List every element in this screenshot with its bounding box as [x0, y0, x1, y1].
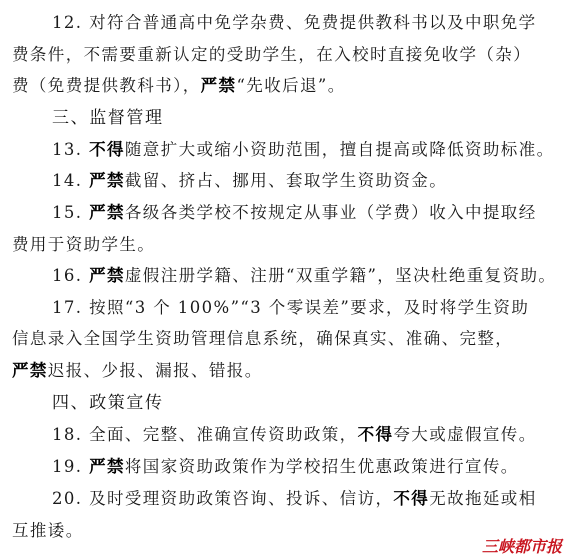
text-segment: 19.	[52, 457, 90, 476]
emphasis-text: 不得	[89, 140, 125, 159]
text-line	[0, 261, 568, 291]
emphasis-text: 严禁	[89, 457, 125, 476]
text-line	[0, 356, 568, 386]
text-line	[0, 198, 568, 228]
text-segment: 四、政策宣传	[52, 393, 164, 413]
text-line	[0, 8, 568, 38]
text-segment: 13.	[52, 140, 90, 159]
emphasis-text: 严禁	[89, 266, 125, 285]
text-segment: 三、监督管理	[52, 108, 164, 128]
watermark-logo: 三峡都市报	[481, 537, 562, 556]
text-segment: 12. 对符合普通高中免学杂费、免费提供教科书以及中职免学	[52, 13, 537, 32]
text-line	[0, 293, 568, 323]
emphasis-text: 严禁	[89, 171, 125, 190]
text-line	[0, 324, 568, 354]
text-line	[0, 484, 568, 514]
text-segment: 夸大或虚假宣传。	[393, 425, 537, 444]
emphasis-text: 严禁	[200, 76, 237, 95]
text-segment: 费用于资助学生。	[12, 235, 156, 254]
text-segment: 迟报、少报、漏报、错报。	[47, 361, 263, 380]
text-segment: 费条件，不需要重新认定的受助学生，在入校时直接免收学（杂）	[12, 45, 532, 64]
text-segment: 14.	[52, 171, 90, 190]
section-heading	[0, 103, 568, 133]
emphasis-text: 不得	[357, 425, 394, 444]
text-segment: 信息录入全国学生资助管理信息系统，确保真实、准确、完整，	[12, 329, 514, 348]
text-line	[0, 230, 568, 260]
text-segment: 随意扩大或缩小资助范围，擅自提高或降低资助标准。	[124, 140, 555, 159]
text-segment: 虚假注册学籍、注册“双重学籍”，坚决杜绝重复资助。	[124, 266, 557, 285]
text-line	[0, 166, 568, 196]
text-segment: 各级各类学校不按规定从事业（学费）收入中提取经	[124, 203, 537, 222]
text-line	[0, 71, 568, 101]
text-line	[0, 40, 568, 70]
section-heading	[0, 388, 568, 418]
text-segment: 15.	[52, 203, 90, 222]
emphasis-text: 不得	[393, 489, 430, 508]
text-line	[0, 452, 568, 482]
emphasis-text: 严禁	[12, 361, 48, 380]
text-segment: 截留、挤占、挪用、套取学生资助资金。	[124, 171, 448, 190]
text-line	[0, 135, 568, 165]
text-segment: 16.	[52, 266, 90, 285]
text-segment: 互推诿。	[12, 521, 84, 540]
text-segment: 将国家资助政策作为学校招生优惠政策进行宣传。	[124, 457, 519, 476]
text-line	[0, 420, 568, 450]
text-segment: 无故拖延或相	[429, 489, 537, 508]
emphasis-text: 严禁	[89, 203, 125, 222]
text-segment: 17. 按照“3 个 100%”“3 个零误差”要求，及时将学生资助	[52, 298, 530, 317]
text-segment: 18. 全面、完整、准确宣传资助政策，	[52, 425, 358, 444]
text-segment: 费（免费提供教科书），	[12, 76, 201, 95]
text-segment: “先收后退”。	[236, 76, 346, 95]
text-segment: 20. 及时受理资助政策咨询、投诉、信访，	[52, 489, 394, 508]
